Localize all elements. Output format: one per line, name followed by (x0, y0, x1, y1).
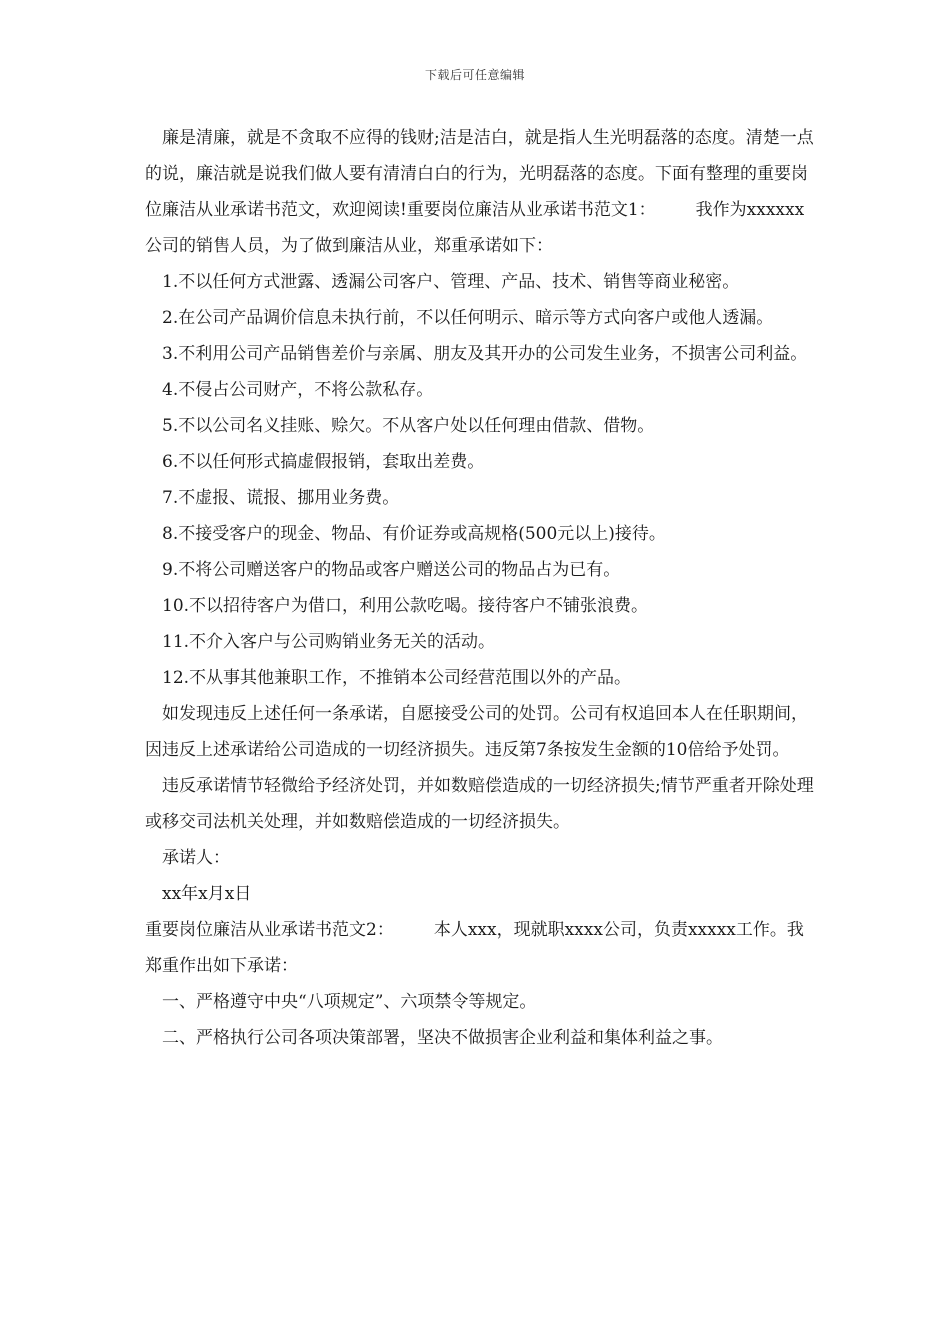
page-header: 下载后可任意编辑 (424, 68, 525, 82)
list-item: 5.不以公司名义挂账、赊欠。不从客户处以任何理由借款、借物。 (162, 416, 655, 436)
list-item: 3.不利用公司产品销售差价与亲属、朋友及其开办的公司发生业务，不损害公司利益。 (162, 344, 808, 364)
list-item: 10.不以招待客户为借口，利用公款吃喝。接待客户不铺张浪费。 (162, 596, 649, 616)
sample2-paragraph (145, 912, 815, 984)
list-item: 6.不以任何形式搞虚假报销，套取出差费。 (162, 452, 485, 472)
list-item: 1.不以任何方式泄露、透漏公司客户、管理、产品、技术、销售等商业秘密。 (162, 272, 740, 292)
list-item: 11.不介入客户与公司购销业务无关的活动。 (162, 632, 496, 652)
signature-date: xx年x月x日 (162, 884, 252, 904)
list-item: 4.不侵占公司财产，不将公款私存。 (162, 380, 434, 400)
list-item: 2.在公司产品调价信息未执行前，不以任何明示、暗示等方式向客户或他人透漏。 (162, 308, 774, 328)
violation-paragraph: 如发现违反上述任何一条承诺，自愿接受公司的处罚。公司有权追回本人在任职期间，因违反上述承诺给公司造成的一切经济损失。违反第7条按发生金额的10倍给予处罚。 (145, 704, 808, 760)
list-item: 12.不从事其他兼职工作，不推销本公司经营范围以外的产品。 (162, 668, 632, 688)
sample2-intro: 本人xxx，现就职xxxx公司，负责xxxxx工作。我郑重作出如下承诺： (145, 920, 804, 976)
sample2-point-2: 二、严格执行公司各项决策部署，坚决不做损害企业利益和集体利益之事。 (162, 1028, 723, 1048)
list-item: 9.不将公司赠送客户的物品或客户赠送公司的物品占为已有。 (162, 560, 621, 580)
signature-label: 承诺人： (162, 848, 230, 868)
intro-text: 廉是清廉，就是不贪取不应得的钱财;洁是洁白，就是指人生光明磊落的态度。清楚一点的说，廉洁就是说我们做人要有清清白白的行为，光明磊落的态度。下面有整理的重要岗位廉洁从业承诺书范文，欢迎阅读!重要岗位廉洁从业承诺书范文1： (145, 128, 814, 220)
list-item: 8.不接受客户的现金、物品、有价证券或高规格(500元以上)接待。 (162, 524, 666, 544)
list-item: 7.不虚报、谎报、挪用业务费。 (162, 488, 400, 508)
intro-commitment-text: 我作为xxxxxx公司的销售人员，为了做到廉洁从业，郑重承诺如下： (145, 200, 805, 256)
document-body (145, 120, 815, 1056)
intro-paragraph (145, 120, 815, 264)
penalty-paragraph: 违反承诺情节轻微给予经济处罚，并如数赔偿造成的一切经济损失;情节严重者开除处理或移交司法机关处理，并如数赔偿造成的一切经济损失。 (145, 776, 814, 832)
sample2-point-1: 一、严格遵守中央“八项规定”、六项禁令等规定。 (162, 992, 537, 1012)
sample2-title: 重要岗位廉洁从业承诺书范文2： (145, 920, 394, 940)
